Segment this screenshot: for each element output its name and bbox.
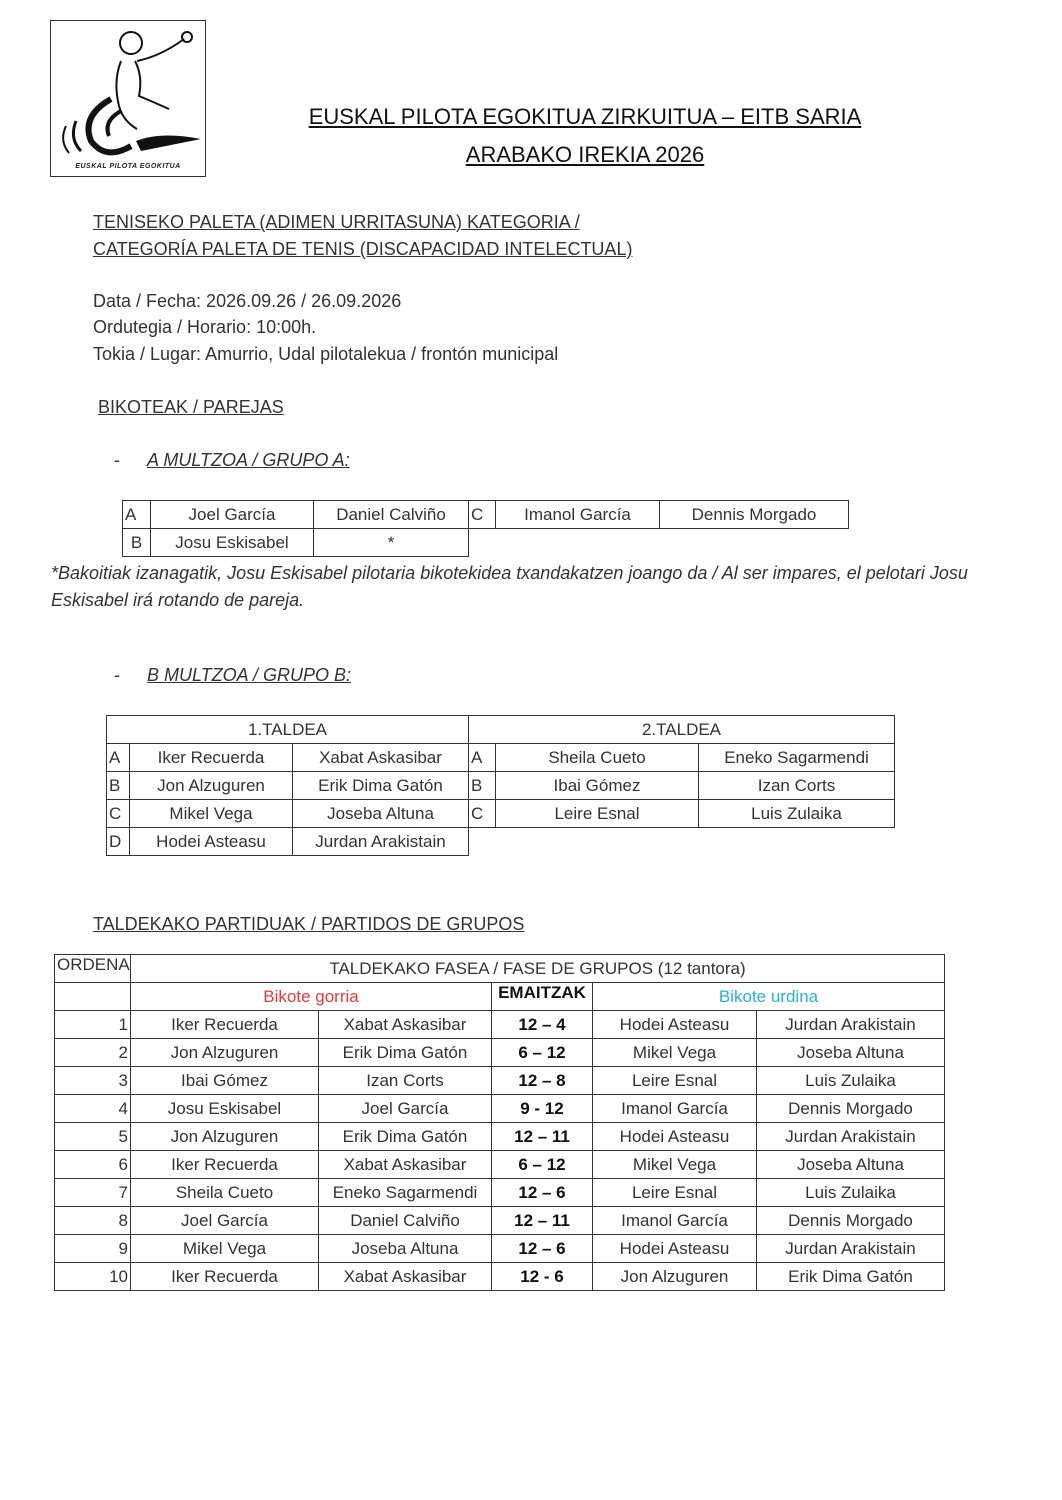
player-name: Joel García — [151, 501, 314, 529]
table-row — [55, 1123, 945, 1151]
blue-player-2: Dennis Morgado — [757, 1207, 945, 1235]
table-row — [107, 772, 895, 800]
player-name: Iker Recuerda — [130, 744, 293, 772]
table-row — [123, 529, 849, 557]
match-order: 6 — [55, 1151, 131, 1179]
red-player-1: Iker Recuerda — [131, 1011, 319, 1039]
table-header-row — [55, 955, 945, 983]
logo-caption: EUSKAL PILOTA EGOKITUA — [75, 163, 181, 170]
empty-cell — [55, 983, 131, 1011]
player-name: Sheila Cueto — [496, 744, 699, 772]
player-name: Eneko Sagarmendi — [699, 744, 895, 772]
table-row — [55, 1151, 945, 1179]
table-row — [55, 1179, 945, 1207]
red-player-1: Josu Eskisabel — [131, 1095, 319, 1123]
red-player-2: Xabat Askasibar — [319, 1011, 492, 1039]
blue-player-1: Leire Esnal — [593, 1179, 757, 1207]
player-name: Luis Zulaika — [699, 800, 895, 828]
red-player-2: Joseba Altuna — [319, 1235, 492, 1263]
player-name: Josu Eskisabel — [151, 529, 314, 557]
red-player-1: Mikel Vega — [131, 1235, 319, 1263]
table-row — [55, 1067, 945, 1095]
group-a-heading: A MULTZOA / GRUPO A: — [147, 450, 350, 470]
title-line-1: EUSKAL PILOTA EGOKITUA ZIRKUITUA – EITB SARIA — [308, 104, 862, 129]
match-order: 4 — [55, 1095, 131, 1123]
match-order: 10 — [55, 1263, 131, 1291]
blue-player-2: Joseba Altuna — [757, 1039, 945, 1067]
table-row — [55, 1207, 945, 1235]
red-player-1: Jon Alzuguren — [131, 1039, 319, 1067]
red-player-1: Sheila Cueto — [131, 1179, 319, 1207]
group-b-table — [106, 715, 895, 856]
match-score: 12 – 4 — [492, 1011, 593, 1039]
pelota-player-logo-icon — [51, 21, 205, 161]
player-name: * — [314, 529, 469, 557]
match-score: 9 - 12 — [492, 1095, 593, 1123]
blue-player-2: Jurdan Arakistain — [757, 1011, 945, 1039]
blue-pair-header: Bikote urdina — [593, 983, 945, 1011]
player-name: Dennis Morgado — [660, 501, 849, 529]
red-player-2: Eneko Sagarmendi — [319, 1179, 492, 1207]
phase-header: TALDEKAKO FASEA / FASE DE GRUPOS (12 tantora) — [131, 955, 945, 983]
red-player-1: Ibai Gómez — [131, 1067, 319, 1095]
title-line-2: ARABAKO IREKIA 2026 — [465, 142, 705, 167]
table-header-row — [55, 983, 945, 1011]
red-player-1: Jon Alzuguren — [131, 1123, 319, 1151]
table-row — [55, 1235, 945, 1263]
match-order: 5 — [55, 1123, 131, 1151]
empty-cell — [469, 828, 895, 856]
match-order: 8 — [55, 1207, 131, 1235]
match-order: 3 — [55, 1067, 131, 1095]
player-name: Imanol García — [496, 501, 660, 529]
order-header: ORDENA — [55, 955, 131, 983]
pair-letter: B — [123, 529, 151, 557]
blue-player-1: Mikel Vega — [593, 1039, 757, 1067]
match-score: 6 – 12 — [492, 1151, 593, 1179]
info-time: Ordutegia / Horario: 10:00h. — [93, 317, 317, 337]
blue-player-1: Mikel Vega — [593, 1151, 757, 1179]
red-player-2: Xabat Askasibar — [319, 1263, 492, 1291]
category-line-1: TENISEKO PALETA (ADIMEN URRITASUNA) KATEGORIA / — [93, 212, 580, 232]
match-score: 12 – 11 — [492, 1207, 593, 1235]
blue-player-2: Luis Zulaika — [757, 1067, 945, 1095]
red-player-2: Izan Corts — [319, 1067, 492, 1095]
matches-table — [54, 954, 945, 1291]
logo — [50, 20, 206, 177]
group-a-note: *Bakoitiak izanagatik, Josu Eskisabel pilotaria bikotekidea txandakatzen joango da / Al ser impares, el pelotari Josu Eskisabel irá rotando de pareja. — [51, 563, 968, 610]
match-score: 12 - 6 — [492, 1263, 593, 1291]
pair-letter: C — [469, 501, 496, 529]
matches-heading: TALDEKAKO PARTIDUAK / PARTIDOS DE GRUPOS — [93, 914, 525, 934]
player-name: Erik Dima Gatón — [293, 772, 469, 800]
table-row — [55, 1011, 945, 1039]
blue-player-1: Leire Esnal — [593, 1067, 757, 1095]
red-pair-header: Bikote gorria — [131, 983, 492, 1011]
blue-player-1: Imanol García — [593, 1207, 757, 1235]
group-b-bullet: - — [114, 665, 120, 685]
group-a-bullet: - — [114, 450, 120, 470]
match-score: 12 – 11 — [492, 1123, 593, 1151]
info-date: Data / Fecha: 2026.09.26 / 26.09.2026 — [93, 291, 402, 311]
player-name: Daniel Calviño — [314, 501, 469, 529]
red-player-2: Erik Dima Gatón — [319, 1123, 492, 1151]
pair-letter: C — [469, 800, 496, 828]
group-a-table — [122, 500, 849, 557]
results-header: EMAITZAK — [492, 983, 593, 1011]
table-row — [55, 1263, 945, 1291]
table-row — [107, 828, 895, 856]
blue-player-2: Jurdan Arakistain — [757, 1235, 945, 1263]
player-name: Hodei Asteasu — [130, 828, 293, 856]
blue-player-2: Erik Dima Gatón — [757, 1263, 945, 1291]
blue-player-2: Joseba Altuna — [757, 1151, 945, 1179]
match-score: 12 – 6 — [492, 1235, 593, 1263]
blue-player-1: Jon Alzuguren — [593, 1263, 757, 1291]
group-b-heading: B MULTZOA / GRUPO B: — [147, 665, 352, 685]
pair-letter: B — [469, 772, 496, 800]
match-order: 9 — [55, 1235, 131, 1263]
table-row — [55, 1095, 945, 1123]
blue-player-1: Hodei Asteasu — [593, 1123, 757, 1151]
red-player-2: Xabat Askasibar — [319, 1151, 492, 1179]
match-order: 1 — [55, 1011, 131, 1039]
empty-cell — [469, 529, 849, 557]
blue-player-1: Imanol García — [593, 1095, 757, 1123]
player-name: Xabat Askasibar — [293, 744, 469, 772]
player-name: Jurdan Arakistain — [293, 828, 469, 856]
match-order: 2 — [55, 1039, 131, 1067]
match-order: 7 — [55, 1179, 131, 1207]
blue-player-2: Dennis Morgado — [757, 1095, 945, 1123]
red-player-1: Joel García — [131, 1207, 319, 1235]
player-name: Ibai Gómez — [496, 772, 699, 800]
category-line-2: CATEGORÍA PALETA DE TENIS (DISCAPACIDAD INTELECTUAL) — [93, 239, 633, 259]
match-score: 12 – 8 — [492, 1067, 593, 1095]
table-row — [107, 800, 895, 828]
pair-letter: D — [107, 828, 130, 856]
red-player-1: Iker Recuerda — [131, 1151, 319, 1179]
blue-player-2: Luis Zulaika — [757, 1179, 945, 1207]
pairs-heading: BIKOTEAK / PAREJAS — [98, 397, 284, 417]
pair-letter: C — [107, 800, 130, 828]
red-player-2: Erik Dima Gatón — [319, 1039, 492, 1067]
red-player-2: Daniel Calviño — [319, 1207, 492, 1235]
team-2-header: 2.TALDEA — [469, 716, 895, 744]
blue-player-2: Jurdan Arakistain — [757, 1123, 945, 1151]
player-name: Mikel Vega — [130, 800, 293, 828]
blue-player-1: Hodei Asteasu — [593, 1011, 757, 1039]
match-score: 6 – 12 — [492, 1039, 593, 1067]
table-header-row — [107, 716, 895, 744]
match-score: 12 – 6 — [492, 1179, 593, 1207]
red-player-2: Joel García — [319, 1095, 492, 1123]
pair-letter: A — [469, 744, 496, 772]
player-name: Jon Alzuguren — [130, 772, 293, 800]
player-name: Leire Esnal — [496, 800, 699, 828]
pair-letter: A — [107, 744, 130, 772]
pair-letter: B — [107, 772, 130, 800]
info-place: Tokia / Lugar: Amurrio, Udal pilotalekua / frontón municipal — [93, 344, 559, 364]
table-row — [55, 1039, 945, 1067]
player-name: Izan Corts — [699, 772, 895, 800]
table-row — [107, 744, 895, 772]
player-name: Joseba Altuna — [293, 800, 469, 828]
red-player-1: Iker Recuerda — [131, 1263, 319, 1291]
team-1-header: 1.TALDEA — [107, 716, 469, 744]
pair-letter: A — [123, 501, 151, 529]
blue-player-1: Hodei Asteasu — [593, 1235, 757, 1263]
table-row — [123, 501, 849, 529]
